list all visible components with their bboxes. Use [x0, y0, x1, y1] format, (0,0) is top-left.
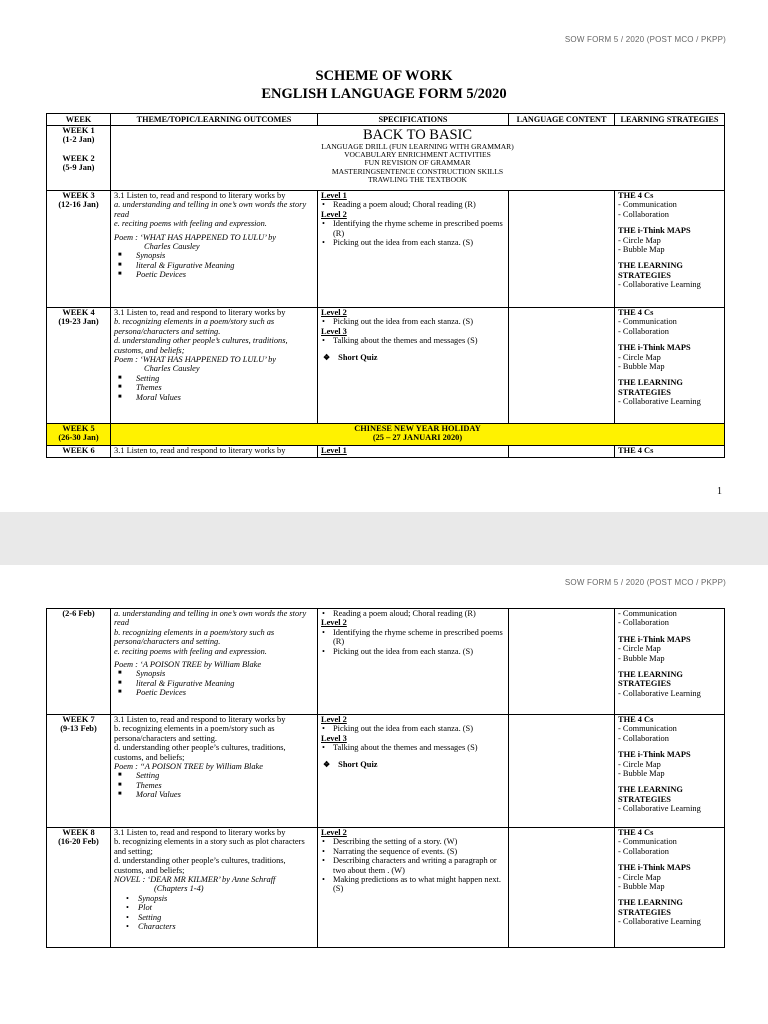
week-label: WEEK 1 — [62, 126, 95, 135]
strategy-heading: THE 4 Cs — [618, 715, 654, 724]
list-item: ■ Moral Values — [118, 393, 314, 402]
header-learning-strategies: LEARNING STRATEGIES — [615, 114, 725, 126]
strategy-heading: THE 4 Cs — [618, 308, 654, 317]
week-date: (9-13 Feb) — [60, 724, 97, 734]
level-label: Level 2 — [321, 715, 347, 724]
list-item: • Narrating the sequence of events. (S) — [321, 847, 505, 856]
short-quiz — [321, 760, 505, 769]
strategy-heading: THE 4 Cs — [618, 446, 654, 455]
list-item: ■ Poetic Devices — [118, 688, 314, 697]
level-label: Level 2 — [321, 618, 347, 628]
document-title: SCHEME OF WORK — [315, 68, 453, 84]
language-content-cell — [509, 308, 615, 424]
specifications-cell — [318, 446, 509, 458]
list-item: • Picking out the idea from each stanza. (S) — [321, 317, 505, 326]
diamond-bullet-icon: ❖ — [323, 352, 331, 362]
learning-outcomes-cell — [111, 828, 318, 948]
lo-item: d. understanding other people’s cultures, traditions, customs, and beliefs; — [114, 336, 288, 355]
back-to-basic-cell — [111, 126, 725, 191]
poem-title: Poem : ‘WHAT HAS HAPPENED TO LULU’ by — [114, 232, 276, 242]
week-cell — [47, 191, 111, 308]
activity-line: TRAWLING THE TEXTBOOK — [367, 174, 468, 184]
strategy-heading: THE LEARNING STRATEGIES — [618, 378, 683, 397]
lo-item: e. reciting poems with feeling and expression. — [114, 646, 267, 656]
page-gap — [0, 512, 768, 565]
list-item: ■ Moral Values — [118, 790, 314, 799]
lo-item: b. recognizing elements in a poem/story such as persona/characters and setting. — [114, 724, 275, 743]
week-cell — [47, 828, 111, 948]
list-item: • Talking about the themes and messages (S) — [321, 336, 505, 345]
poem-title: Poem : ‘A POISON TREE by William Blake — [114, 660, 262, 670]
strategy-item: - Collaborative Learning — [618, 917, 701, 927]
learning-outcomes-cell — [111, 609, 318, 715]
strategy-item: - Circle Map — [618, 235, 661, 245]
week-date: (1-2 Jan) — [62, 135, 95, 145]
header-week: WEEK — [47, 114, 111, 126]
strategy-item: - Bubble Map — [618, 245, 665, 255]
lo-item: a. understanding and telling in one’s own words the story read — [114, 200, 307, 219]
activity-line: FUN REVISION OF GRAMMAR — [364, 158, 471, 168]
week-cell — [47, 609, 111, 715]
strategy-heading: THE i-Think MAPS — [618, 750, 691, 760]
list-item: ■ Poetic Devices — [118, 270, 314, 279]
strategy-heading: THE i-Think MAPS — [618, 863, 691, 873]
level-label: Level 2 — [321, 828, 347, 837]
poem-author: Charles Causley — [144, 364, 200, 374]
list-item: ■ literal & Figurative Meaning — [118, 261, 314, 270]
specifications-cell — [318, 715, 509, 828]
list-item: ■ Themes — [118, 781, 314, 790]
list-item: • Talking about the themes and messages (S) — [321, 743, 505, 752]
week-date: (26-30 Jan) — [58, 433, 99, 443]
strategy-item: - Collaboration — [618, 846, 669, 856]
learning-outcomes-cell — [111, 308, 318, 424]
strategy-item: - Communication — [618, 317, 677, 327]
level-label: Level 1 — [321, 191, 347, 200]
holiday-cell — [111, 424, 725, 446]
scheme-table-page-2 — [46, 608, 725, 948]
strategy-item: - Communication — [618, 200, 677, 210]
learning-outcomes-cell — [111, 715, 318, 828]
week-label: WEEK 6 — [62, 446, 95, 455]
strategies-cell — [615, 308, 725, 424]
strategy-item: - Bubble Map — [618, 653, 665, 663]
language-content-cell — [509, 828, 615, 948]
strategies-cell — [615, 446, 725, 458]
activity-line: MASTERINGSENTENCE CONSTRUCTION SKILLS — [331, 166, 504, 176]
week-label: WEEK 2 — [62, 153, 95, 163]
week-label: WEEK 5 — [62, 424, 95, 433]
table-row-week-5 — [47, 424, 725, 446]
strategy-item: - Bubble Map — [618, 769, 665, 779]
page-2 — [0, 565, 768, 1024]
table-row-week-8 — [47, 828, 725, 948]
lo-heading: 3.1 Listen to, read and respond to literary works by — [114, 828, 286, 837]
strategy-item: - Collaboration — [618, 733, 669, 743]
strategy-item: - Collaboration — [618, 326, 669, 336]
lo-item: a. understanding and telling in one’s own words the story read — [114, 609, 307, 628]
strategies-cell — [615, 191, 725, 308]
week-cell — [47, 424, 111, 446]
strategy-item: - Circle Map — [618, 352, 661, 362]
table-row-week-7 — [47, 715, 725, 828]
strategy-item: - Collaborative Learning — [618, 397, 701, 407]
lo-heading: 3.1 Listen to, read and respond to literary works by — [114, 191, 286, 200]
lo-item: b. recognizing elements in a poem/story such as persona/characters and setting. — [114, 627, 275, 647]
poem-author: Charles Causley — [144, 242, 200, 252]
list-item: • Setting — [126, 913, 314, 922]
week-cell — [47, 446, 111, 458]
week-date: (12-16 Jan) — [58, 200, 99, 210]
list-item: ■ literal & Figurative Meaning — [118, 679, 314, 688]
week-date: (2-6 Feb) — [62, 609, 95, 618]
diamond-bullet-icon: ❖ — [323, 759, 331, 769]
learning-outcomes-cell — [111, 446, 318, 458]
list-item: • Plot — [126, 903, 314, 912]
lo-item: d. understanding other people’s cultures, traditions, customs, and beliefs; — [114, 856, 286, 875]
specifications-cell — [318, 609, 509, 715]
novel-chapters: (Chapters 1-4) — [154, 884, 204, 894]
strategies-cell — [615, 609, 725, 715]
poem-title: Poem : “A POISON TREE by William Blake — [114, 762, 263, 772]
week-label: WEEK 8 — [62, 828, 95, 837]
strategy-item: - Collaboration — [618, 209, 669, 219]
strategy-heading: THE LEARNING STRATEGIES — [618, 785, 683, 804]
strategy-item: - Collaborative Learning — [618, 804, 701, 814]
strategy-item: - Circle Map — [618, 759, 661, 769]
list-item: • Synopsis — [126, 894, 314, 903]
strategy-heading: THE i-Think MAPS — [618, 634, 691, 644]
list-item: • Picking out the idea from each stanza. (S) — [321, 647, 505, 656]
strategy-item: - Bubble Map — [618, 882, 665, 892]
strategy-heading: THE i-Think MAPS — [618, 226, 691, 236]
specifications-cell — [318, 828, 509, 948]
table-row-week-6 — [47, 609, 725, 715]
list-item: • Identifying the rhyme scheme in prescribed poems (R) — [321, 219, 505, 238]
running-header: SOW FORM 5 / 2020 (POST MCO / PKPP) — [564, 35, 726, 44]
novel-title: NOVEL : ‘DEAR MR KILMER’ by Anne Schraff — [114, 875, 276, 885]
week-label: WEEK 7 — [62, 715, 95, 724]
level-label: Level 3 — [321, 733, 347, 743]
specifications-cell — [318, 191, 509, 308]
holiday-title: CHINESE NEW YEAR HOLIDAY — [354, 424, 481, 433]
header-specifications: SPECIFICATIONS — [318, 114, 509, 126]
language-content-cell — [509, 446, 615, 458]
list-item: ■ Setting — [118, 374, 314, 383]
week-label: WEEK 3 — [62, 191, 95, 200]
strategy-heading: THE 4 Cs — [618, 191, 654, 200]
lo-item: e. reciting poems with feeling and expression. — [114, 219, 267, 229]
strategy-item: - Collaborative Learning — [618, 280, 701, 290]
table-row-week-4 — [47, 308, 725, 424]
strategy-item: - Collaborative Learning — [618, 688, 701, 698]
strategy-item: - Circle Map — [618, 872, 661, 882]
activity-line: VOCABULARY ENRICHMENT ACTIVITIES — [344, 150, 491, 160]
list-item: • Identifying the rhyme scheme in prescribed poems (R) — [321, 628, 505, 647]
week-cell — [47, 308, 111, 424]
lo-heading: 3.1 Listen to, read and respond to literary works by — [114, 446, 286, 455]
poem-title: Poem : ‘WHAT HAS HAPPENED TO LULU’ by — [114, 355, 276, 365]
short-quiz — [321, 353, 505, 362]
list-item: • Describing the setting of a story. (W) — [321, 837, 505, 846]
strategies-cell — [615, 715, 725, 828]
week-date: (16-20 Feb) — [58, 837, 99, 847]
list-item: • Reading a poem aloud; Choral reading (R) — [321, 200, 505, 209]
week-cell — [47, 126, 111, 191]
level-label: Level 2 — [321, 308, 347, 317]
table-row-week-3 — [47, 191, 725, 308]
document-subtitle: ENGLISH LANGUAGE FORM 5/2020 — [261, 86, 507, 102]
running-header: SOW FORM 5 / 2020 (POST MCO / PKPP) — [564, 578, 726, 587]
short-quiz-label: Short Quiz — [338, 759, 378, 769]
level-label: Level 2 — [321, 209, 347, 219]
strategy-heading: THE 4 Cs — [618, 828, 654, 837]
lo-item: d. understanding other people’s cultures, traditions, customs, and beliefs; — [114, 743, 286, 762]
week-label: WEEK 4 — [62, 308, 95, 317]
list-item: • Reading a poem aloud; Choral reading (R) — [321, 609, 505, 618]
strategy-heading: THE LEARNING STRATEGIES — [618, 261, 683, 280]
scheme-table-page-1 — [46, 113, 725, 458]
lo-heading: 3.1 Listen to, read and respond to literary works by — [114, 715, 286, 724]
week-date: (5-9 Jan) — [62, 163, 95, 173]
back-to-basic-title: BACK TO BASIC — [362, 127, 473, 143]
week-cell — [47, 715, 111, 828]
list-item: • Making predictions as to what might happen next. (S) — [321, 875, 505, 894]
list-item: • Picking out the idea from each stanza. (S) — [321, 724, 505, 733]
lo-item: b. recognizing elements in a story such as plot characters and setting; — [114, 837, 305, 856]
language-content-cell — [509, 191, 615, 308]
strategy-item: - Communication — [618, 837, 677, 847]
table-header-row — [47, 114, 725, 126]
level-label: Level 1 — [321, 446, 347, 455]
strategy-item: - Circle Map — [618, 644, 661, 654]
list-item: ■ Setting — [118, 771, 314, 780]
header-language-content: LANGUAGE CONTENT — [509, 114, 615, 126]
list-item: ■ Synopsis — [118, 251, 314, 260]
table-row-week-1-2 — [47, 126, 725, 191]
strategy-item: - Collaboration — [618, 618, 669, 628]
week-date: (19-23 Jan) — [58, 317, 99, 327]
holiday-date: (25 – 27 JANUARI 2020) — [372, 433, 463, 443]
strategy-item: - Communication — [618, 724, 677, 734]
list-item: • Describing characters and writing a paragraph or two about them . (W) — [321, 856, 505, 875]
specifications-cell — [318, 308, 509, 424]
list-item: ■ Themes — [118, 383, 314, 392]
language-content-cell — [509, 609, 615, 715]
list-item: • Characters — [126, 922, 314, 931]
strategy-heading: THE LEARNING STRATEGIES — [618, 670, 683, 689]
strategies-cell — [615, 828, 725, 948]
short-quiz-label: Short Quiz — [338, 352, 378, 362]
learning-outcomes-cell — [111, 191, 318, 308]
lo-heading: 3.1 Listen to, read and respond to literary works by — [114, 308, 286, 317]
strategy-item: - Bubble Map — [618, 362, 665, 372]
list-item: • Picking out the idea from each stanza. (S) — [321, 238, 505, 247]
list-item: ■ Synopsis — [118, 669, 314, 678]
language-content-cell — [509, 715, 615, 828]
strategy-heading: THE i-Think MAPS — [618, 343, 691, 353]
page-number: 1 — [717, 486, 722, 497]
activity-line: LANGUAGE DRILL (FUN LEARNING WITH GRAMMAR) — [321, 142, 514, 151]
strategy-heading: THE LEARNING STRATEGIES — [618, 898, 683, 917]
level-label: Level 3 — [321, 326, 347, 336]
table-row-week-6-start — [47, 446, 725, 458]
header-theme: THEME/TOPIC/LEARNING OUTCOMES — [111, 114, 318, 126]
strategy-item: - Communication — [618, 609, 677, 618]
lo-item: b. recognizing elements in a poem/story such as persona/characters and setting. — [114, 317, 275, 336]
